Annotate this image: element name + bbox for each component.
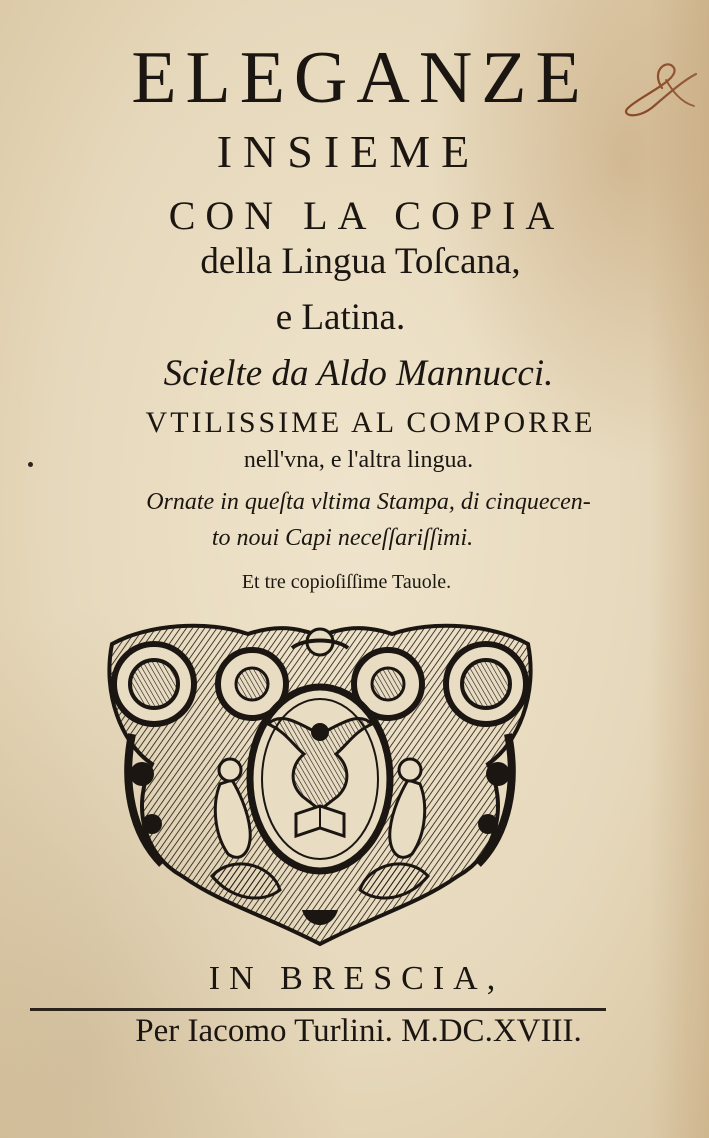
author-line: Scielte da Aldo Mannucci. bbox=[163, 353, 554, 394]
utility-subline: nell'vna, e l'altra lingua. bbox=[243, 447, 474, 473]
title-line-3: CON LA COPIA bbox=[168, 193, 565, 238]
edition-line-2: to noui Capi neceſſariſſimi. bbox=[211, 525, 474, 551]
tables-line: Et tre copioſiſſime Tauole. bbox=[241, 571, 452, 593]
ink-dot bbox=[28, 462, 33, 467]
handwritten-ampersand-mark bbox=[610, 50, 700, 120]
utility-line: VTILISSIME AL COMPORRE bbox=[145, 406, 596, 439]
title-line-4: della Lingua Toſcana, bbox=[200, 241, 521, 282]
printers-device-woodcut-icon bbox=[92, 614, 548, 950]
book-title: ELEGANZE bbox=[131, 37, 590, 119]
edition-line-1: Ornate in queſta vltima Stampa, di cinquecen- bbox=[146, 489, 591, 515]
title-line-2: INSIEME bbox=[216, 126, 481, 177]
title-line-5: e Latina. bbox=[275, 297, 406, 338]
place-of-publication: IN BRESCIA, bbox=[208, 960, 505, 997]
printer-and-date: Per Iacomo Turlini. M.DC.XVIII. bbox=[135, 1013, 582, 1049]
imprint-rule bbox=[30, 1008, 606, 1011]
